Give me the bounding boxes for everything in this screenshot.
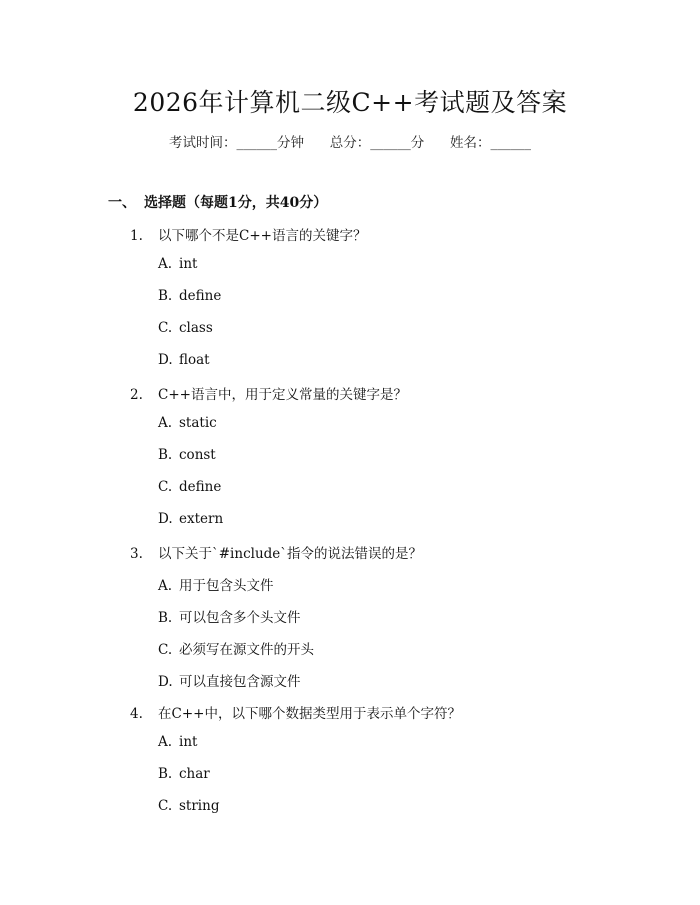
option-1a — [158, 256, 197, 272]
option-text: 可以直接包含源文件 — [179, 674, 301, 690]
document-title: 2026年计算机二级C++考试题及答案 — [132, 88, 568, 117]
option-3c — [158, 638, 314, 658]
question-2 — [130, 383, 407, 403]
option-2c — [158, 479, 221, 495]
option-text: define — [179, 288, 222, 304]
option-3d — [158, 670, 301, 690]
exam-time-label: 考试时间：______分钟 — [169, 135, 304, 151]
option-letter: B. — [158, 766, 173, 782]
option-3a — [158, 574, 274, 594]
option-letter: B. — [158, 288, 173, 304]
option-text: int — [179, 256, 198, 272]
question-text: 在C++中，以下哪个数据类型用于表示单个字符？ — [158, 706, 461, 722]
option-3b — [158, 606, 301, 626]
question-text: C++语言中，用于定义常量的关键字是？ — [158, 387, 407, 403]
option-text: define — [179, 479, 222, 495]
option-letter: B. — [158, 447, 173, 463]
option-1c — [158, 320, 213, 336]
option-text: const — [179, 447, 216, 463]
option-text: int — [179, 734, 198, 750]
option-1d — [158, 352, 210, 368]
option-letter: A. — [158, 578, 173, 594]
option-4b — [158, 766, 210, 782]
option-letter: D. — [158, 352, 173, 368]
question-4 — [130, 702, 461, 722]
option-text: string — [179, 798, 220, 814]
option-text: char — [179, 766, 210, 782]
question-number: 2. — [130, 387, 143, 403]
section-number: 一、 — [108, 195, 136, 211]
option-2b — [158, 447, 216, 463]
option-text: class — [179, 320, 213, 336]
option-text: 用于包含头文件 — [179, 578, 274, 594]
option-letter: D. — [158, 511, 173, 527]
option-text: extern — [179, 511, 224, 527]
option-letter: A. — [158, 734, 173, 750]
option-letter: C. — [158, 479, 173, 495]
section-heading — [108, 192, 327, 212]
option-text: static — [179, 415, 217, 431]
question-number: 1. — [130, 228, 143, 244]
option-letter: A. — [158, 256, 173, 272]
option-letter: C. — [158, 320, 173, 336]
question-3 — [130, 542, 422, 562]
option-text: 必须写在源文件的开头 — [179, 642, 314, 658]
exam-info-line — [0, 131, 700, 151]
option-letter: A. — [158, 415, 173, 431]
question-text: 以下关于`#include`指令的说法错误的是？ — [158, 546, 423, 562]
option-letter: D. — [158, 674, 173, 690]
total-score-label: 总分：______分 — [329, 135, 425, 151]
option-4c — [158, 798, 219, 814]
option-text: float — [179, 352, 210, 368]
question-number: 3. — [130, 546, 143, 562]
question-number: 4. — [130, 706, 143, 722]
question-1 — [130, 224, 366, 244]
option-1b — [158, 288, 221, 304]
student-name-label: 姓名：______ — [450, 135, 531, 151]
section-title: 选择题（每题1分，共40分） — [144, 195, 328, 211]
option-letter: B. — [158, 610, 173, 626]
question-text: 以下哪个不是C++语言的关键字？ — [158, 228, 367, 244]
option-letter: C. — [158, 798, 173, 814]
option-2a — [158, 415, 217, 431]
option-2d — [158, 511, 223, 527]
option-text: 可以包含多个头文件 — [179, 610, 301, 626]
option-letter: C. — [158, 642, 173, 658]
option-4a — [158, 734, 197, 750]
